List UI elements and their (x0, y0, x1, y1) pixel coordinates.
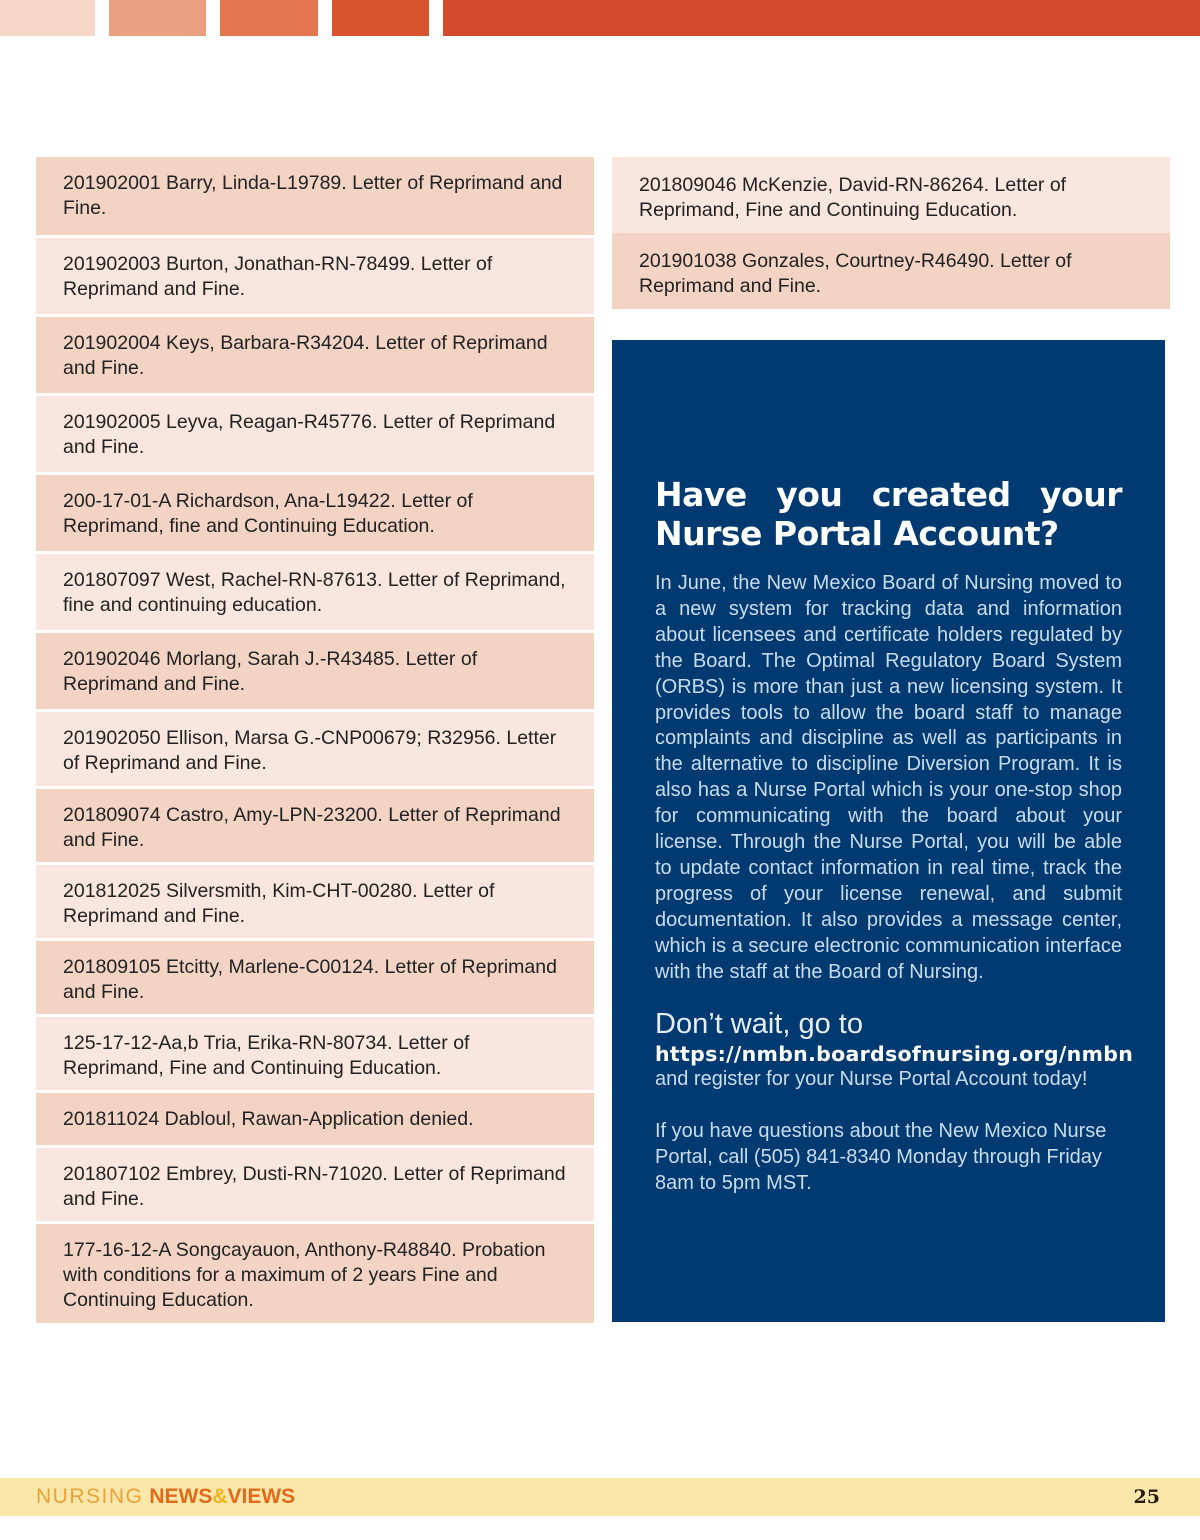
brand-nursing: NURSING (36, 1485, 144, 1508)
list-item: 201809046 McKenzie, David-RN-86264. Letter of Reprimand, Fine and Continuing Education. (612, 157, 1170, 233)
list-item: 201811024 Dabloul, Rawan-Application denied. (36, 1093, 594, 1145)
list-item: 177-16-12-A Songcayauon, Anthony-R48840. Probation with conditions for a maximum of 2 years Fine and Continuing Education. (36, 1224, 594, 1323)
promo-body-text: In June, the New Mexico Board of Nursing moved to a new system for tracking data and information about licensees and certificate holders regulated by the Board. The Optimal Regulatory Board System (ORBS) is more than just a new licensing system. It provides tools to allow the board staff to manage complaints and discipline as well as participants in the alternative to discipline Diversion Program. It is also has a Nurse Portal which is your one-stop shop for communicating with the board about your license. Through the Nurse Portal, you will be able to update contact information in real time, track the progress of your license renewal, and submit documentation. It also provides a message center, which is a secure electronic communication interface with the staff at the Board of Nursing. (655, 572, 1122, 983)
list-item: 201902046 Morlang, Sarah J.-R43485. Letter of Reprimand and Fine. (36, 633, 594, 709)
list-item: 201902001 Barry, Linda-L19789. Letter of Reprimand and Fine. (36, 157, 594, 235)
cta-line: Don’t wait, go to (655, 1007, 863, 1040)
list-item: 201902004 Keys, Barbara-R34204. Letter of Reprimand and Fine. (36, 317, 594, 393)
disciplinary-list-left (36, 157, 594, 1323)
page-number: 25 (1133, 1486, 1160, 1508)
header-bar-segment (332, 0, 429, 36)
list-item: 201902003 Burton, Jonathan-RN-78499. Letter of Reprimand and Fine. (36, 238, 594, 314)
list-item: 201809074 Castro, Amy-LPN-23200. Letter of Reprimand and Fine. (36, 789, 594, 862)
header-bar-segment (443, 0, 1200, 36)
list-item: 201902050 Ellison, Marsa G.-CNP00679; R32956. Letter of Reprimand and Fine. (36, 712, 594, 786)
list-item: 201807102 Embrey, Dusti-RN-71020. Letter of Reprimand and Fine. (36, 1148, 594, 1221)
promo-heading-line1: Have you created your (655, 475, 1122, 514)
header-bar-segment (0, 0, 95, 36)
promo-heading (655, 475, 1122, 553)
promo-heading-line2: Nurse Portal Account? (655, 514, 1059, 553)
list-item: 200-17-01-A Richardson, Ana-L19422. Letter of Reprimand, fine and Continuing Education. (36, 475, 594, 551)
promo-call-to-action (655, 1006, 1134, 1093)
disciplinary-list-right (612, 157, 1170, 309)
list-item: 201809105 Etcitty, Marlene-C00124. Letter of Reprimand and Fine. (36, 941, 594, 1014)
list-item: 201902005 Leyva, Reagan-R45776. Letter of Reprimand and Fine. (36, 396, 594, 472)
list-item: 125-17-12-Aa,b Tria, Erika-RN-80734. Letter of Reprimand, Fine and Continuing Education. (36, 1017, 594, 1090)
cta-register-line: and register for your Nurse Portal Account today! (655, 1067, 1088, 1090)
promo-contact-info: If you have questions about the New Mexico Nurse Portal, call (505) 841-8340 Monday through Friday 8am to 5pm MST. (655, 1119, 1107, 1194)
list-item: 201807097 West, Rachel-RN-87613. Letter of Reprimand, fine and continuing education. (36, 554, 594, 630)
list-item: 201812025 Silversmith, Kim-CHT-00280. Letter of Reprimand and Fine. (36, 865, 594, 938)
list-item: 201901038 Gonzales, Courtney-R46490. Letter of Reprimand and Fine. (612, 233, 1170, 309)
publication-brand (36, 1485, 295, 1509)
header-bar-segment (220, 0, 318, 36)
brand-news-views: NEWS&VIEWS (149, 1485, 296, 1508)
page-footer (0, 1478, 1200, 1516)
header-bar-segment (109, 0, 206, 36)
portal-url-link[interactable]: https://nmbn.boardsofnursing.org/nmbn (655, 1041, 1134, 1066)
header-color-bar (0, 0, 1200, 36)
nurse-portal-promo-box (612, 340, 1165, 1322)
